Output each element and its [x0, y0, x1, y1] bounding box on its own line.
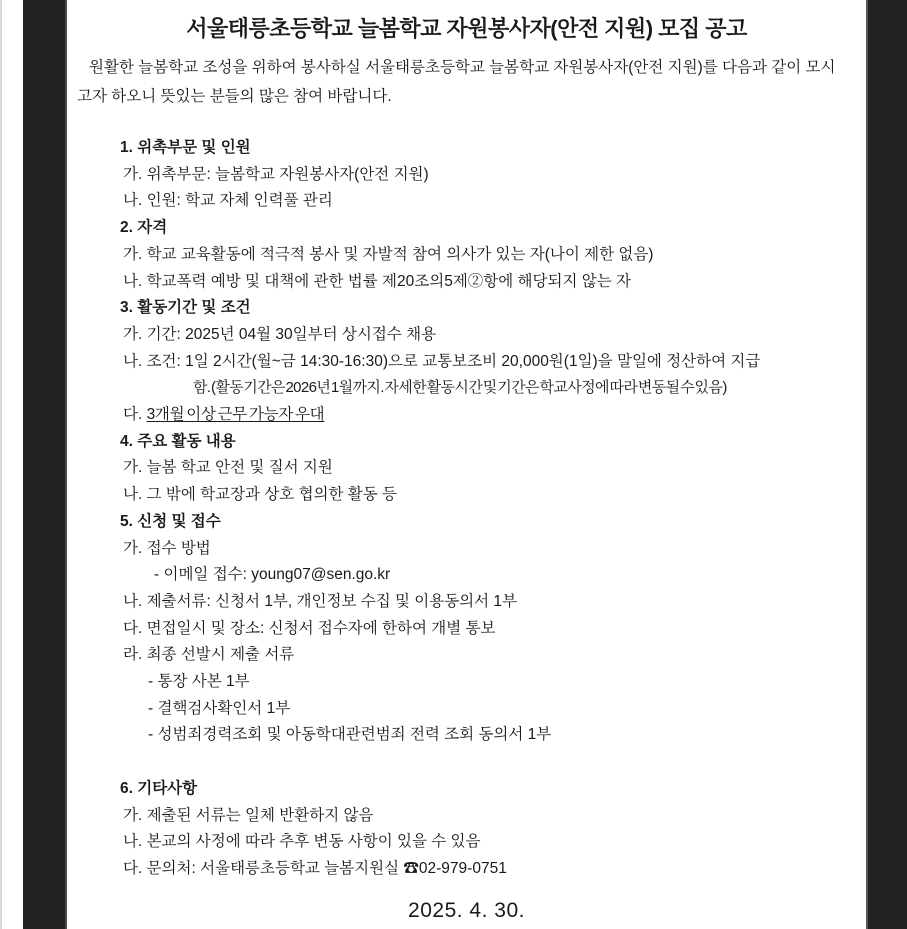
notice-line: 가. 접수 방법 — [123, 539, 211, 557]
phone-icon: ☎ — [403, 859, 419, 877]
section-heading: 1. 위촉부문 및 인원 — [120, 139, 251, 156]
viewer-background-left — [23, 0, 67, 929]
notice-date: 2025. 4. 30. — [408, 898, 525, 922]
left-edge-strip — [0, 0, 23, 929]
notice-line: 나. 학교폭력 예방 및 대책에 관한 법률 제20조의5제②항에 해당되지 않는 자 — [123, 272, 631, 290]
viewer-background-right — [866, 0, 907, 929]
underlined-text: 3개월 이상 근무 가능자 우대 — [146, 406, 325, 424]
contact-text: 다. 문의처: 서울태릉초등학교 늘봄지원실 — [123, 859, 404, 877]
line-prefix: 다. — [123, 406, 147, 424]
section-heading: 2. 자격 — [120, 219, 168, 237]
notice-line: 가. 학교 교육활동에 적극적 봉사 및 자발적 참여 의사가 있는 자(나이 제한 없음) — [123, 245, 654, 263]
sections — [120, 135, 866, 883]
notice-line: - 성범죄경력조회 및 아동학대관련범죄 전력 조회 동의서 1부 — [148, 726, 552, 744]
notice-line: 나. 그 밖에 학교장과 상호 협의한 활동 등 — [123, 486, 398, 504]
notice-line: 함. (활동기간은 2026년 1월까지. 자세한 활동시간 및 기간은 학교사정에 따라 변동될 수 있음) — [193, 379, 727, 397]
phone-number: 02-979-0751 — [418, 859, 507, 877]
notice-line — [120, 856, 866, 883]
notice-line: 다. 면접일시 및 장소: 신청서 접수자에 한하여 개별 통보 — [123, 619, 496, 637]
notice-line: 가. 위촉부문: 늘봄학교 자원봉사자(안전 지원) — [123, 165, 429, 183]
notice-line — [120, 402, 866, 429]
notice-page — [67, 0, 866, 929]
notice-line: 나. 제출서류: 신청서 1부, 개인정보 수집 및 이용동의서 1부 — [123, 592, 518, 610]
notice-line: - 결핵검사확인서 1부 — [148, 699, 291, 717]
intro-paragraph: 원활한 늘봄학교 조성을 위하여 봉사하실 서울태릉초등학교 늘봄학교 자원봉사자(안전 지원)를 다음과 같이 모시고자 하오니 뜻있는 분들의 많은 참여 바랍니다. — [77, 59, 836, 105]
section-heading: 6. 기타사항 — [120, 779, 198, 797]
section-heading: 5. 신청 및 접수 — [120, 512, 221, 530]
notice-line: 라. 최종 선발시 제출 서류 — [123, 646, 295, 664]
notice-line: 나. 인원: 학교 자체 인력풀 관리 — [123, 192, 333, 210]
notice-line: - 이메일 접수: young07@sen.go.kr — [154, 566, 391, 584]
notice-line: - 통장 사본 1부 — [148, 673, 250, 691]
notice-line: 나. 조건: 1일 2시간(월~금 14:30-16:30)으로 교통보조비 20,000원(1일)을 말일에 정산하여 지급 — [123, 352, 761, 370]
notice-line: 나. 본교의 사정에 따라 추후 변동 사항이 있을 수 있음 — [123, 833, 481, 851]
notice-line: 가. 제출된 서류는 일체 반환하지 않음 — [123, 806, 374, 824]
notice-line: 가. 기간: 2025년 04월 30일부터 상시접수 채용 — [123, 325, 437, 343]
section-heading: 3. 활동기간 및 조건 — [120, 299, 251, 317]
section-heading: 4. 주요 활동 내용 — [120, 432, 236, 450]
page-title: 서울태릉초등학교 늘봄학교 자원봉사자(안전 지원) 모집 공고 — [186, 16, 747, 41]
notice-line: 가. 늘봄 학교 안전 및 질서 지원 — [123, 459, 333, 477]
